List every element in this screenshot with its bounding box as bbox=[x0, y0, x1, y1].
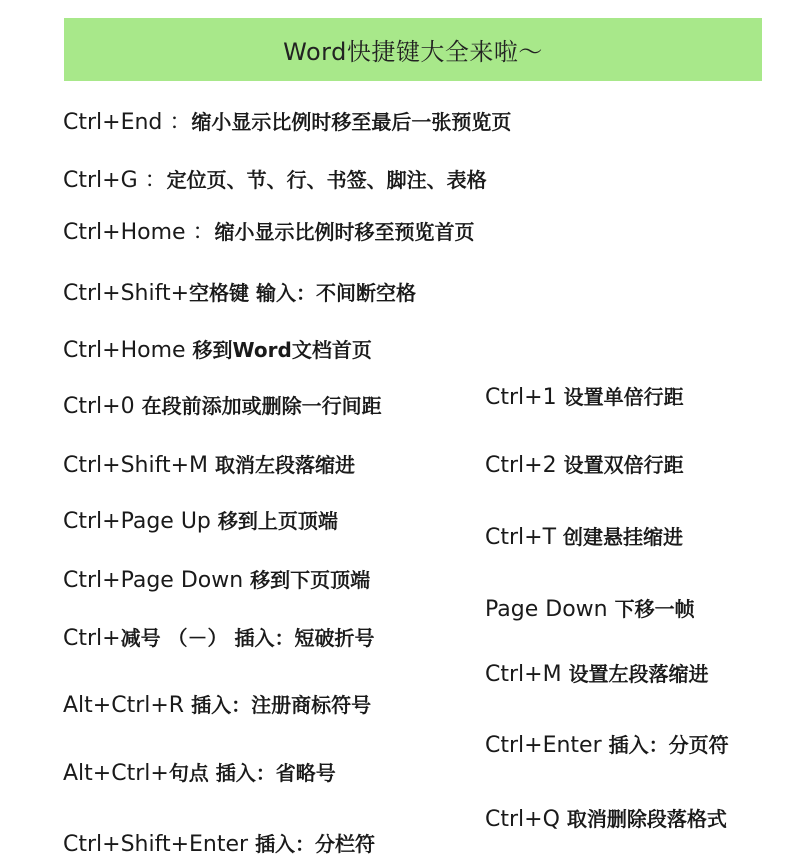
shortcut-key: Ctrl+M bbox=[485, 662, 569, 687]
shortcut-description: 句点 插入：省略号 bbox=[168, 761, 336, 785]
shortcut-item bbox=[63, 165, 487, 196]
shortcut-key: Ctrl+Shift+Enter bbox=[63, 832, 256, 857]
shortcut-description: 缩小显示比例时移至预览首页 bbox=[214, 220, 475, 244]
shortcut-item bbox=[485, 522, 683, 553]
shortcut-description: 减号 （－） 插入：短破折号 bbox=[120, 626, 375, 650]
shortcut-description: 插入：分栏符 bbox=[255, 832, 376, 856]
shortcut-key: Page Down bbox=[485, 597, 615, 622]
shortcut-item bbox=[63, 217, 475, 248]
shortcut-description: 移到上页顶端 bbox=[217, 509, 338, 533]
shortcut-key: Ctrl+1 bbox=[485, 385, 564, 410]
shortcut-description: 在段前添加或删除一行间距 bbox=[141, 394, 382, 418]
shortcut-item bbox=[485, 730, 729, 761]
page-title: Word快捷键大全来啦～ bbox=[283, 38, 543, 66]
shortcut-key: Ctrl+Q bbox=[485, 807, 567, 832]
shortcut-item bbox=[63, 690, 371, 721]
shortcut-key: Ctrl+Home bbox=[63, 338, 193, 363]
shortcut-description: 设置双倍行距 bbox=[563, 453, 684, 477]
shortcut-description: 定位页、节、行、书签、脚注、表格 bbox=[166, 168, 487, 192]
shortcut-item bbox=[485, 382, 684, 413]
shortcut-description: 创建悬挂缩进 bbox=[563, 525, 684, 549]
shortcut-key: Ctrl+ bbox=[63, 626, 121, 651]
shortcut-item bbox=[63, 623, 375, 654]
shortcut-description: 插入：注册商标符号 bbox=[191, 693, 372, 717]
shortcut-item bbox=[63, 450, 355, 481]
shortcut-key: Ctrl+2 bbox=[485, 453, 564, 478]
shortcut-key: Alt+Ctrl+R bbox=[63, 693, 192, 718]
shortcut-description: 移到下页顶端 bbox=[250, 568, 371, 592]
shortcut-item bbox=[63, 107, 511, 138]
shortcut-key: Ctrl+G ： bbox=[63, 168, 167, 193]
shortcut-key: Ctrl+Home ： bbox=[63, 220, 215, 245]
shortcut-key: Alt+Ctrl+ bbox=[63, 761, 169, 786]
shortcut-description: 设置单倍行距 bbox=[563, 385, 684, 409]
shortcut-description: 缩小显示比例时移至最后一张预览页 bbox=[191, 110, 512, 134]
shortcut-description: 插入：分页符 bbox=[608, 733, 729, 757]
shortcut-description: 取消左段落缩进 bbox=[215, 453, 355, 477]
shortcut-description: 移到Word文档首页 bbox=[192, 338, 372, 362]
shortcut-item bbox=[485, 450, 684, 481]
shortcut-key: Ctrl+Page Down bbox=[63, 568, 251, 593]
shortcut-description: 空格键 输入：不间断空格 bbox=[189, 281, 416, 305]
shortcut-item bbox=[485, 659, 709, 690]
shortcut-description: 下移一帧 bbox=[614, 597, 695, 621]
shortcut-item bbox=[63, 278, 416, 309]
shortcut-item bbox=[63, 565, 370, 596]
shortcut-key: Ctrl+Enter bbox=[485, 733, 609, 758]
shortcut-item bbox=[63, 335, 372, 366]
shortcut-key: Ctrl+T bbox=[485, 525, 564, 550]
shortcut-item bbox=[63, 391, 382, 422]
shortcut-item bbox=[63, 829, 375, 860]
shortcut-item bbox=[485, 594, 695, 625]
shortcut-key: Ctrl+Page Up bbox=[63, 509, 218, 534]
shortcut-key: Ctrl+0 bbox=[63, 394, 142, 419]
shortcut-description: 取消删除段落格式 bbox=[566, 807, 727, 831]
shortcut-item bbox=[63, 506, 338, 537]
shortcut-key: Ctrl+Shift+ bbox=[63, 281, 190, 306]
shortcut-key: Ctrl+Shift+M bbox=[63, 453, 215, 478]
shortcut-key: Ctrl+End ： bbox=[63, 110, 192, 135]
shortcut-item bbox=[485, 804, 727, 835]
title-banner bbox=[64, 18, 762, 81]
shortcut-description: 设置左段落缩进 bbox=[568, 662, 709, 686]
shortcut-item bbox=[63, 758, 336, 789]
